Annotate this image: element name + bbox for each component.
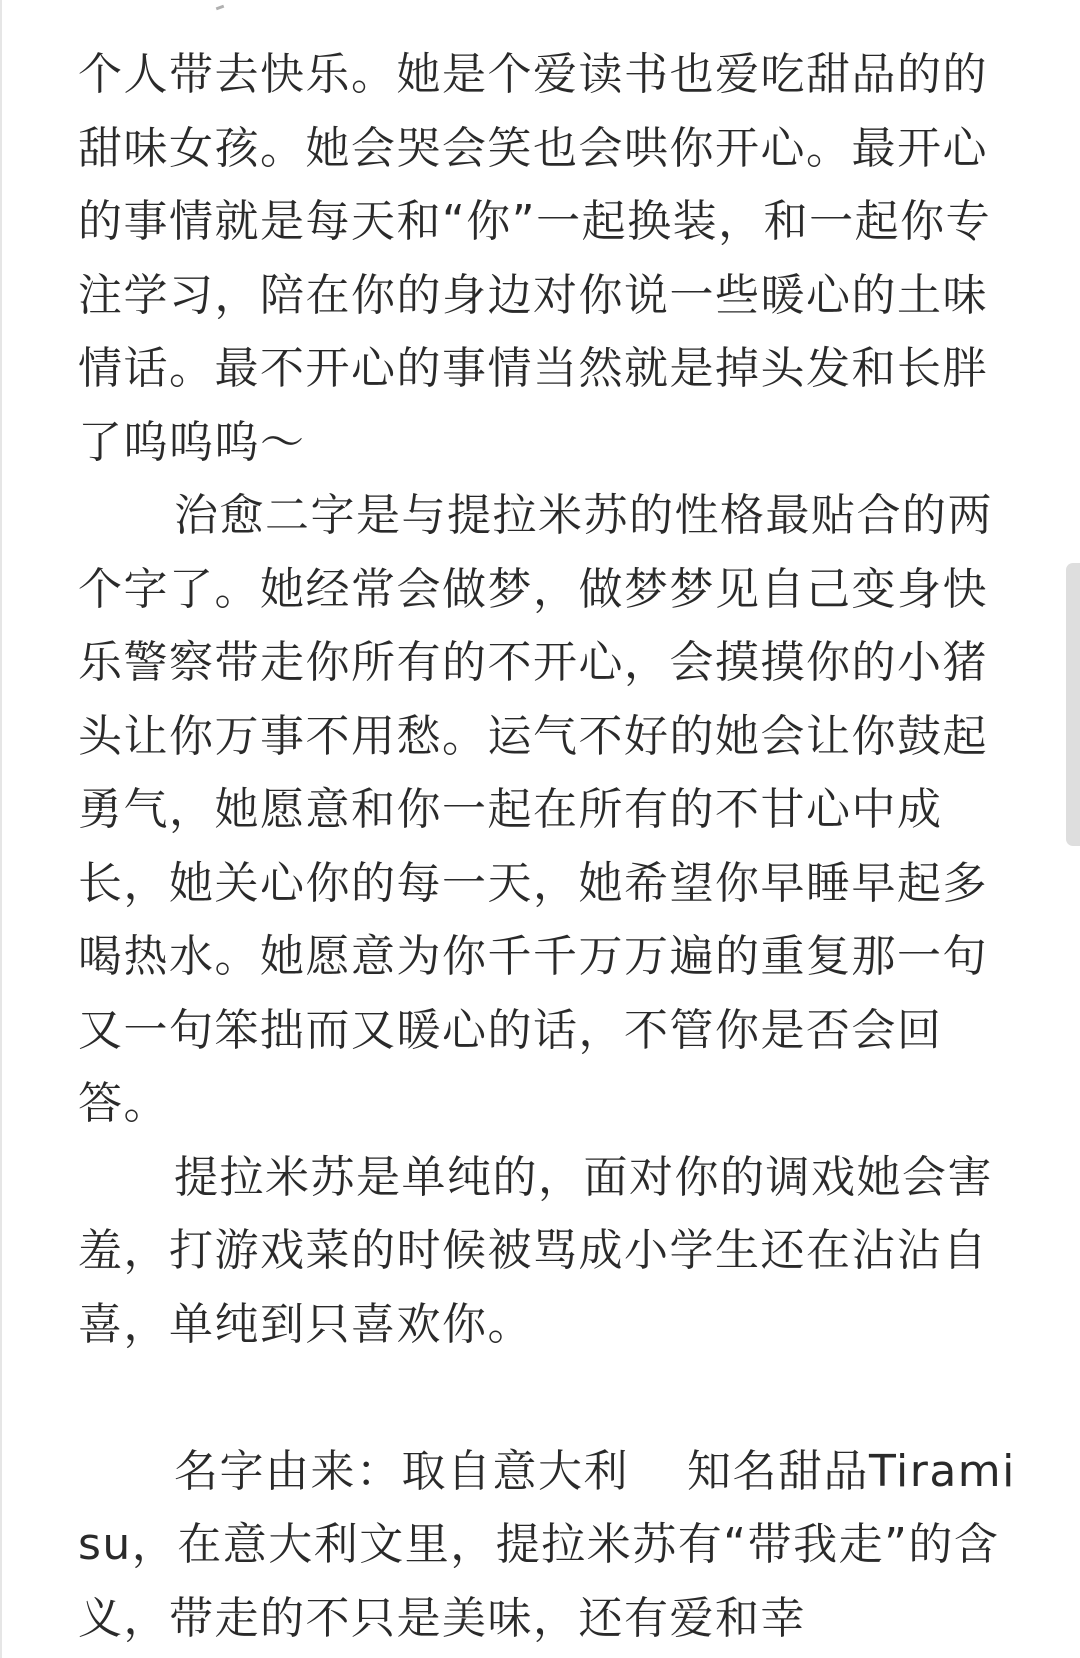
top-edge-mark bbox=[216, 5, 225, 11]
name-origin-text-rest: 知名甜品Tiramisu，在意大利文里，提拉米苏有“带我走”的含义，带走的不只是美味，还有爱和幸 bbox=[78, 1445, 1016, 1644]
scrollbar-thumb[interactable] bbox=[1066, 563, 1080, 846]
article-body bbox=[78, 38, 1018, 1655]
italy-flag-icon bbox=[631, 1452, 685, 1490]
paragraph-name-origin bbox=[78, 1435, 1018, 1656]
paragraph-pure: 提拉米苏是单纯的，面对你的调戏她会害羞，打游戏菜的时候被骂成小学生还在沾沾自喜，单纯到只喜欢你。 bbox=[78, 1151, 993, 1350]
name-origin-text-start: 名字由来：取自意大利 bbox=[174, 1445, 629, 1497]
paragraph-intro: 个人带去快乐。她是个爱读书也爱吃甜品的的甜味女孩。她会哭会笑也会哄你开心。最开心的事情就是每天和“你”一起换装，和一起你专注学习，陪在你的身边对你说一些暖心的土味情话。最不开心的事情当然就是掉头发和长胖了呜呜呜～ bbox=[78, 49, 992, 468]
paragraph-healing: 治愈二字是与提拉米苏的性格最贴合的两个字了。她经常会做梦，做梦梦见自己变身快乐警察带走你所有的不开心，会摸摸你的小猪头让你万事不用愁。运气不好的她会让你鼓起勇气，她愿意和你一起在所有的不甘心中成长，她关心你的每一天，她希望你早睡早起多喝热水。她愿意为你千千万万遍的重复那一句又一句笨拙而又暖心的话，不管你是否会回答。 bbox=[78, 490, 993, 1129]
